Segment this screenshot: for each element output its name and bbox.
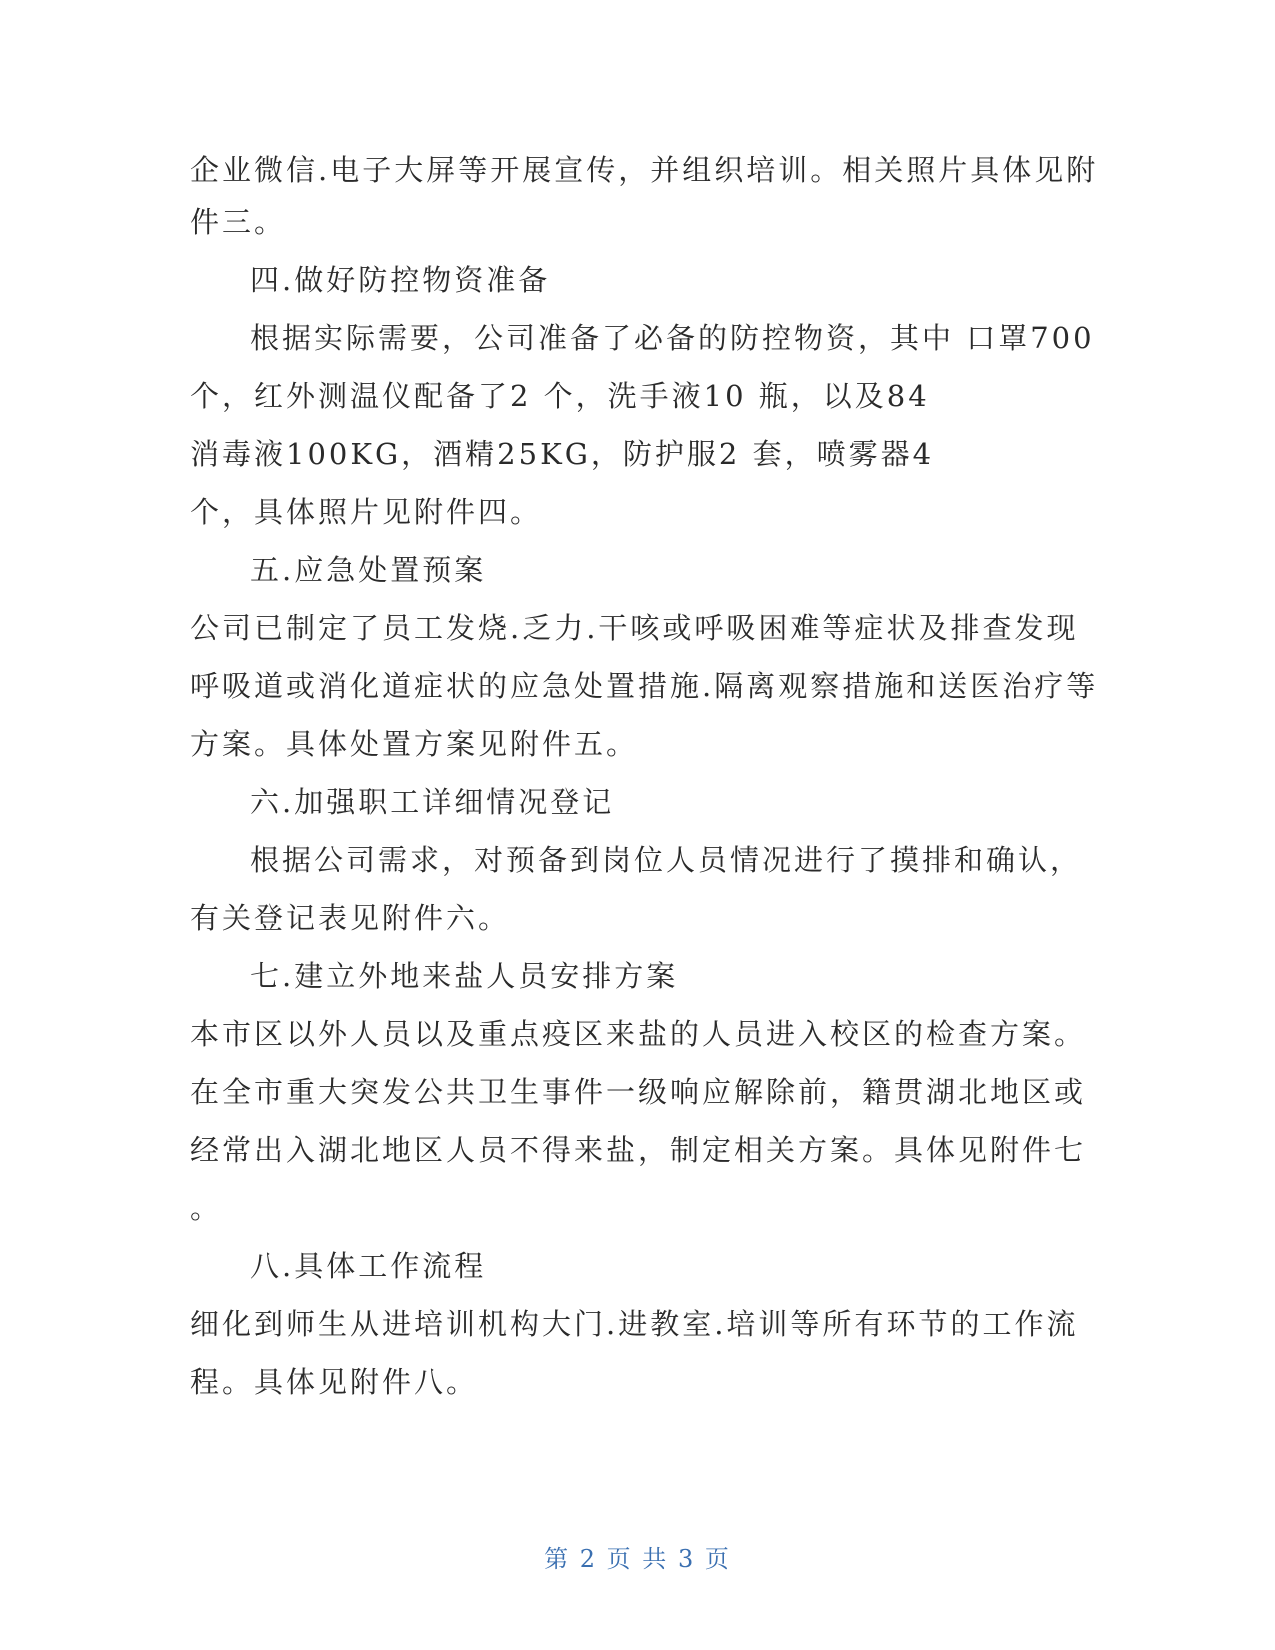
section-heading: 五.应急处置预案 — [250, 553, 487, 587]
page-number-footer: 第 2 页 共 3 页 — [544, 1545, 731, 1573]
paragraph-line: 个，红外测温仪配备了2 个，洗手液10 瓶，以及84 — [190, 379, 930, 413]
section-heading: 八.具体工作流程 — [250, 1249, 487, 1283]
paragraph-line: 。 — [190, 1191, 223, 1225]
paragraph-line: 根据实际需要，公司准备了必备的防控物资，其中 口罩700 — [250, 321, 1095, 355]
section-heading: 六.加强职工详细情况登记 — [250, 785, 615, 819]
paragraph-line: 程。具体见附件八。 — [190, 1365, 479, 1399]
paragraph-line: 公司已制定了员工发烧.乏力.干咳或呼吸困难等症状及排查发现 — [190, 611, 1079, 645]
paragraph-line: 呼吸道或消化道症状的应急处置措施.隔离观察措施和送医治疗等 — [190, 669, 1099, 703]
paragraph-line: 个，具体照片见附件四。 — [190, 495, 543, 529]
paragraph-line: 根据公司需求，对预备到岗位人员情况进行了摸排和确认， — [250, 843, 1083, 877]
paragraph-line: 消毒液100KG，酒精25KG，防护服2 套，喷雾器4 — [190, 437, 935, 471]
paragraph-line: 在全市重大突发公共卫生事件一级响应解除前，籍贯湖北地区或 — [190, 1075, 1087, 1109]
paragraph-line: 件三。 — [190, 205, 287, 239]
paragraph-line: 细化到师生从进培训机构大门.进教室.培训等所有环节的工作流 — [190, 1307, 1079, 1341]
paragraph-line: 方案。具体处置方案见附件五。 — [190, 727, 639, 761]
paragraph-line: 本市区以外人员以及重点疫区来盐的人员进入校区的检查方案。 — [190, 1017, 1087, 1051]
section-heading: 七.建立外地来盐人员安排方案 — [250, 959, 679, 993]
paragraph-line: 有关登记表见附件六。 — [190, 901, 511, 935]
paragraph-line: 企业微信.电子大屏等开展宣传，并组织培训。相关照片具体见附 — [190, 153, 1099, 187]
paragraph-line: 经常出入湖北地区人员不得来盐，制定相关方案。具体见附件七 — [190, 1133, 1087, 1167]
section-heading: 四.做好防控物资准备 — [250, 263, 551, 297]
